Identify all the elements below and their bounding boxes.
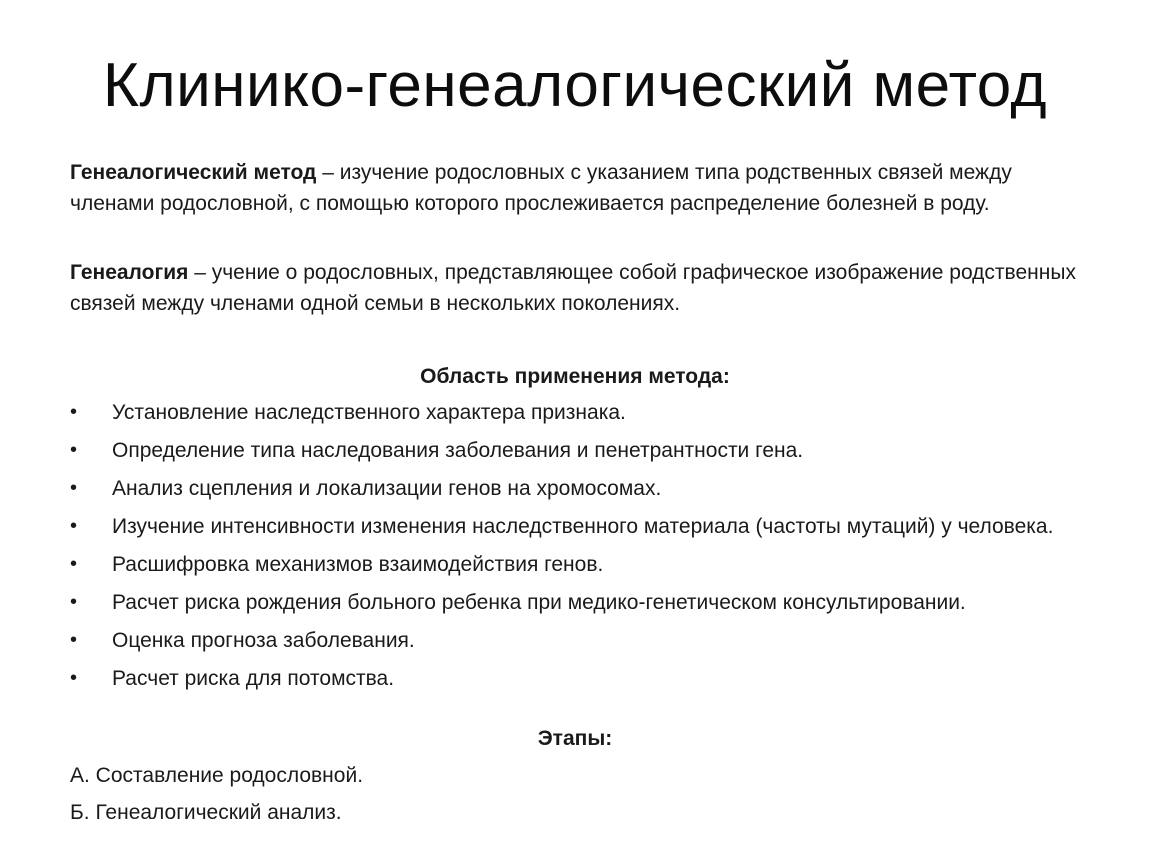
bullet-icon: • [70, 439, 78, 461]
stage-item-b: Б. Генеалогический анализ. [70, 801, 342, 824]
bullet-icon: • [70, 553, 78, 575]
slide-title: Клинико-генеалогический метод [102, 51, 1048, 120]
list-item [70, 625, 1090, 656]
bullet-icon: • [70, 477, 78, 499]
list-item-text: Расчет риска для потомства. [112, 667, 395, 690]
list-item [70, 663, 1090, 694]
list-item [70, 549, 1090, 580]
scope-list [70, 397, 1090, 701]
bullet-icon: • [70, 591, 78, 613]
definition-text-genealogical-method: – изучение родословных с указанием типа родственных связей между членами родословной, с помощью которого прослеживается распределение болезней в роду. [70, 161, 1012, 215]
definition-genealogy [70, 257, 1080, 319]
stage-item-a: А. Составление родословной. [70, 764, 364, 787]
bullet-icon: • [70, 401, 78, 423]
bullet-icon: • [70, 667, 78, 689]
list-item-text: Определение типа наследования заболевания и пенетрантности гена. [112, 439, 804, 462]
stages-heading: Этапы: [537, 727, 613, 750]
bullet-icon: • [70, 629, 78, 651]
list-item [70, 397, 1090, 428]
term-genealogy: Генеалогия [70, 261, 189, 284]
list-item-text: Анализ сцепления и локализации генов на хромосомах. [112, 477, 662, 500]
list-item-text: Изучение интенсивности изменения наследственного материала (частоты мутаций) у человека. [112, 515, 1054, 538]
definition-text-genealogy: – учение о родословных, представляющее собой графическое изображение родственных связей между членами одной семьи в нескольких поколениях. [70, 261, 1076, 315]
list-item-text: Расшифровка механизмов взаимодействия генов. [112, 553, 604, 576]
list-item [70, 511, 1090, 542]
list-item [70, 473, 1090, 504]
list-item [70, 435, 1090, 466]
list-item [70, 587, 1090, 618]
list-item-text: Расчет риска рождения больного ребенка при медико-генетическом консультировании. [112, 591, 966, 614]
term-genealogical-method: Генеалогический метод [70, 161, 317, 184]
list-item-text: Оценка прогноза заболевания. [112, 629, 415, 652]
list-item-text: Установление наследственного характера признака. [112, 401, 626, 424]
scope-heading: Область применения метода: [420, 365, 730, 388]
definition-genealogical-method [70, 157, 1080, 219]
bullet-icon: • [70, 515, 78, 537]
